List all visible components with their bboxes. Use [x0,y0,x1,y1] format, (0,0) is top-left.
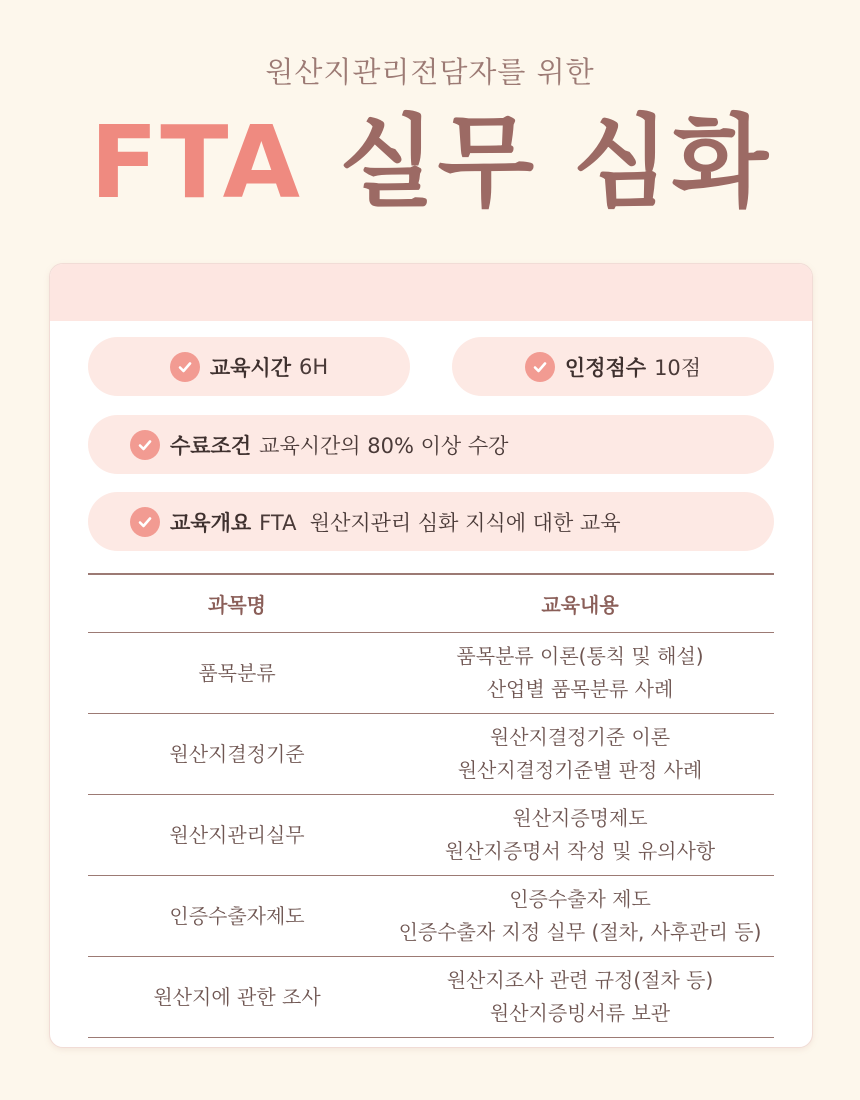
card-header-band [50,264,812,321]
hours-pill [88,337,410,396]
overview-value: FTA 원산지관리 심화 지식에 대한 교육 [259,510,621,535]
subject-column-header: 과목명 [88,574,386,633]
table-row [88,714,774,795]
table-row [88,795,774,876]
credit-pill [452,337,774,396]
page-title [0,104,860,221]
content-cell [386,633,774,714]
table-header-row [88,574,774,633]
subject-cell: 원산지결정기준 [88,714,386,795]
subject-cell: 품목분류 [88,633,386,714]
overview-label: 교육개요 [170,510,252,535]
hours-value: 6H [299,354,329,379]
check-icon [525,352,555,382]
hours-label: 교육시간 [209,355,291,380]
check-icon [170,352,200,382]
curriculum-table [88,573,774,1038]
credit-value: 10점 [654,355,702,380]
content-line: 인증수출자 지정 실무 (절차, 사후관리 등) [398,920,762,944]
content-line: 원산지증명서 작성 및 유의사항 [444,839,716,863]
title-accent: FTA [89,104,303,221]
content-cell [386,876,774,957]
overview-pill [88,492,774,551]
check-icon [130,507,160,537]
content-line: 인증수출자 제도 [509,887,651,911]
subject-cell: 원산지관리실무 [88,795,386,876]
content-line: 원산지증명제도 [512,806,648,830]
completion-label: 수료조건 [170,433,252,458]
completion-pill [88,415,774,474]
content-line: 원산지증빙서류 보관 [489,1001,671,1025]
content-cell [386,714,774,795]
title-main: 실무 심화 [338,104,771,221]
credit-label: 인정점수 [564,355,647,380]
content-line: 품목분류 이론(통칙 및 해설) [456,644,704,668]
content-line: 산업별 품목분류 사례 [486,677,674,701]
content-column-header: 교육내용 [386,574,774,633]
content-cell [386,957,774,1038]
subject-cell: 원산지에 관한 조사 [88,957,386,1038]
check-icon [130,430,160,460]
page-subtitle: 원산지관리전담자를 위한 [265,55,595,89]
info-card [49,263,813,1048]
table-row [88,876,774,957]
subject-cell: 인증수출자제도 [88,876,386,957]
content-line: 원산지결정기준별 판정 사례 [457,758,703,782]
content-cell [386,795,774,876]
content-line: 원산지조사 관련 규정(절차 등) [446,968,714,992]
table-row [88,957,774,1038]
table-row [88,633,774,714]
completion-value: 교육시간의 80% 이상 수강 [259,433,509,458]
content-line: 원산지결정기준 이론 [489,725,671,749]
